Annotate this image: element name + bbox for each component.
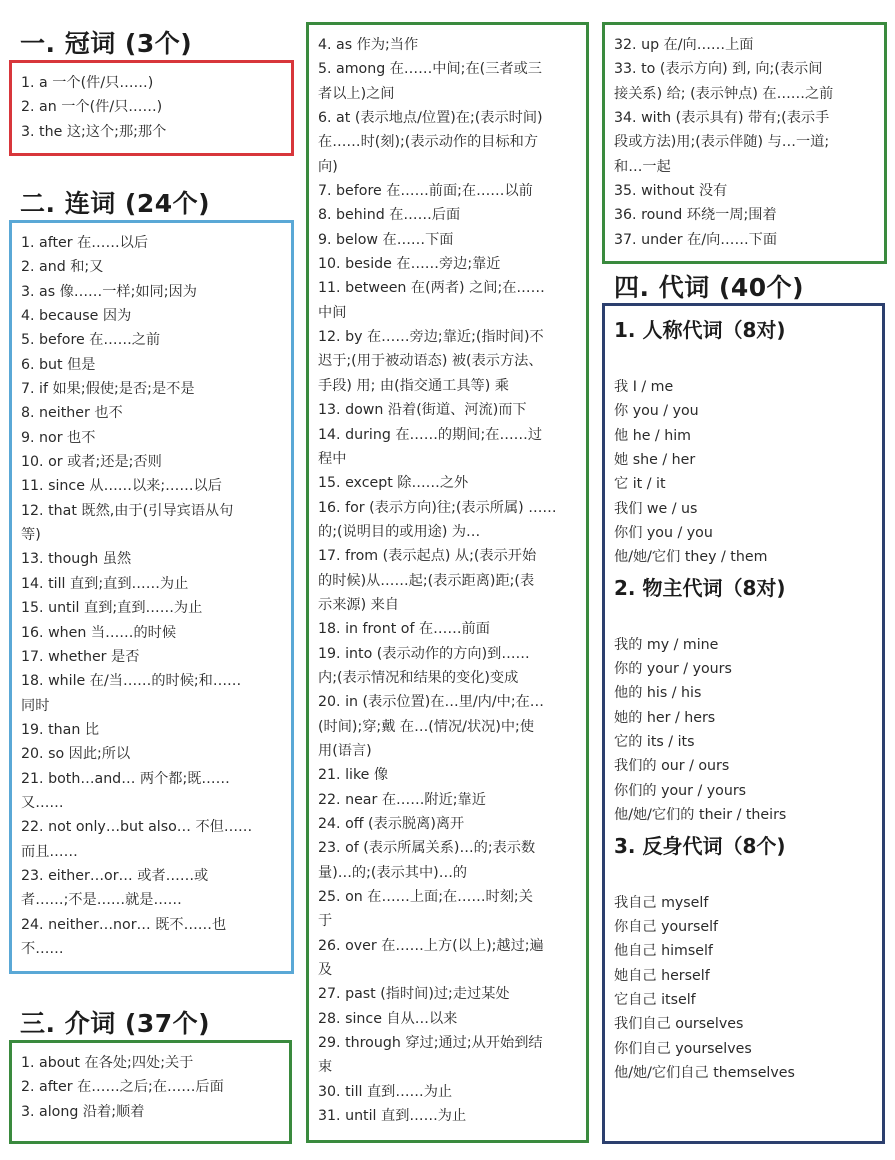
list-item: 2. after 在……之后;在……后面 [21,1079,224,1096]
prepositions-box-3 [602,22,887,264]
list-item: 3. along 沿着;顺着 [21,1103,145,1120]
list-item: 37. under 在/向……下面 [614,231,778,248]
list-item: 15. until 直到;直到……为止 [21,600,203,617]
list-item: 手段) 用; 由(指交通工具等) 乘 [318,377,509,394]
list-item: 而且…… [21,843,78,860]
possessive-pronouns-title: 2. 物主代词（8对) [614,575,786,600]
list-item: 24. off (表示脱离)离开 [318,816,465,832]
list-item: (时间);穿;戴 在…(情况/状况)中;使 [318,718,535,735]
list-item: 33. to (表示方向) 到, 向;(表示间 [614,61,823,78]
list-item: 你自己 yourself [614,918,719,935]
list-item: 16. when 当……的时候 [21,624,177,641]
list-item: 内;(表示情况和结果的变化)变成 [318,669,519,686]
list-item: 束 [318,1059,333,1076]
list-item: 我自己 myself [614,894,709,911]
list-item: 9. nor 也不 [21,429,96,446]
list-item: 7. before 在……前面;在……以前 [318,183,533,200]
list-item: 13. though 虽然 [21,551,132,568]
list-item: 8. neither 也不 [21,405,123,422]
list-item: 他 he / him [614,427,691,444]
list-item: 者以上)之间 [318,85,395,102]
list-item: 它自己 itself [614,991,696,1008]
list-item: 10. beside 在……旁边;靠近 [318,256,501,273]
articles-heading: 一. 冠词 (3个) [20,29,193,58]
list-item: 2. an 一个(件/只……) [21,99,163,116]
list-item: 14. during 在……的期间;在……过 [318,426,543,443]
list-item: 36. round 环绕一周;围着 [614,207,777,224]
list-item: 用(语言) [318,742,372,759]
list-item: 迟于;(用于被动语态) 被(表示方法、 [318,353,543,370]
list-item: 示来源) 来自 [318,596,399,613]
list-item: 段或方法)用;(表示伴随) 与…一道; [614,134,830,151]
list-item: 23. either…or… 或者……或 [21,867,209,884]
list-item: 她 she / her [614,452,696,469]
list-item: 1. a 一个(件/只……) [21,75,154,91]
list-item: 于 [318,913,333,930]
list-item: 18. in front of 在……前面 [318,621,490,638]
list-item: 他/她/它们 they / them [614,549,768,566]
list-item: 1. after 在……以后 [21,235,149,251]
list-item: 12. by 在……旁边;靠近;(指时间)不 [318,329,544,346]
pronouns-box [602,303,885,1144]
list-item: 1. about 在各处;四处;关于 [21,1055,194,1071]
list-item: 21. like 像 [318,767,389,784]
list-item: 31. until 直到……为止 [318,1108,467,1125]
list-item: 15. except 除……之外 [318,475,469,492]
list-item: 13. down 沿着(街道、河流)而下 [318,402,527,419]
list-item: 11. between 在(两者) 之间;在…… [318,280,545,297]
list-item: 8. behind 在……后面 [318,207,461,224]
list-item: 29. through 穿过;通过;从开始到结 [318,1035,543,1052]
pronouns-heading: 四. 代词 (40个) [614,273,805,302]
list-item: 它的 its / its [614,734,695,751]
list-item: 又…… [21,794,64,811]
list-item: 21. both…and… 两个都;既…… [21,770,230,787]
list-item: 你们的 your / yours [614,782,747,799]
list-item: 12. that 既然,由于(引导宾语从句 [21,502,234,519]
list-item: 30. till 直到……为止 [318,1083,453,1100]
conjunctions-heading: 二. 连词 (24个) [20,189,211,218]
prepositions-box-2 [306,22,589,1143]
list-item: 他的 his / his [614,685,702,702]
list-item: 4. as 作为;当作 [318,37,419,53]
list-item: 量)…的;(表示其中)…的 [318,864,468,881]
list-item: 他自己 himself [614,943,713,960]
list-item: 28. since 自从…以来 [318,1010,458,1027]
list-item: 和…一起 [614,158,671,175]
list-item: 的;(说明目的或用途) 为… [318,523,481,540]
list-item: 3. the 这;这个;那;那个 [21,123,167,140]
list-item: 18. while 在/当……的时候;和…… [21,673,242,690]
articles-box [9,60,294,156]
list-item: 者……;不是……就是…… [21,892,182,909]
list-item: 20. so 因此;所以 [21,746,131,763]
list-item: 7. if 如果;假使;是否;是不是 [21,381,195,398]
list-item: 35. without 没有 [614,183,728,200]
list-item: 你 you / you [614,403,699,420]
list-item: 他/她/它们自己 themselves [614,1064,795,1081]
list-item: 20. in (表示位置)在…里/内/中;在… [318,694,544,711]
list-item: 19. than 比 [21,721,100,738]
list-item: 17. whether 是否 [21,648,140,665]
list-item: 17. from (表示起点) 从;(表示开始 [318,548,537,565]
list-item: 5. before 在……之前 [21,332,161,349]
reflexive-pronouns-title: 3. 反身代词（8个) [614,833,786,858]
list-item: 你的 your / yours [614,661,732,678]
list-item: 我们自己 ourselves [614,1016,744,1033]
list-item: 4. because 因为 [21,308,132,325]
list-item: 34. with (表示具有) 带有;(表示手 [614,110,830,127]
list-item: 9. below 在……下面 [318,231,454,248]
list-item: 27. past (指时间)过;走过某处 [318,986,510,1003]
list-item: 25. on 在……上面;在……时刻;关 [318,889,533,906]
list-item: 程中 [318,450,347,467]
list-item: 接关系) 给; (表示钟点) 在……之前 [614,85,834,102]
list-item: 32. up 在/向……上面 [614,37,754,53]
conjunctions-box [9,220,294,974]
list-item: 14. till 直到;直到……为止 [21,575,189,592]
list-item: 6. but 但是 [21,356,96,373]
list-item: 11. since 从……以来;……以后 [21,478,222,495]
list-item: 16. for (表示方向)往;(表示所属) …… [318,499,557,516]
list-item: 他/她/它们的 their / theirs [614,807,787,824]
list-item: 你们 you / you [614,525,713,542]
list-item: 中间 [318,304,347,321]
list-item: 等) [21,527,41,544]
list-item: 22. near 在……附近;靠近 [318,791,486,808]
list-item: 同时 [21,697,50,714]
list-item: 在……时(刻);(表示动作的目标和方 [318,134,539,151]
list-item: 及 [318,962,333,979]
list-item: 6. at (表示地点/位置)在;(表示时间) [318,110,543,127]
list-item: 我们 we / us [614,500,698,517]
list-item: 我 I / me [614,379,674,395]
list-item: 10. or 或者;还是;否则 [21,454,162,471]
list-item: 26. over 在……上方(以上);越过;遍 [318,937,544,954]
list-item: 你们自己 yourselves [614,1040,752,1057]
list-item: 2. and 和;又 [21,259,104,276]
prepositions-heading: 三. 介词 (37个) [20,1009,211,1038]
list-item: 19. into (表示动作的方向)到…… [318,645,530,662]
list-item: 我的 my / mine [614,636,719,653]
list-item: 的时候)从……起;(表示距离)距;(表 [318,572,535,589]
list-item: 它 it / it [614,476,666,493]
list-item: 23. of (表示所属关系)…的;表示数 [318,840,536,857]
list-item: 3. as 像……一样;如同;因为 [21,283,197,300]
list-item: 5. among 在……中间;在(三者或三 [318,61,542,78]
list-item: 不…… [21,940,64,957]
prepositions-box-1 [9,1040,292,1144]
list-item: 我们的 our / ours [614,758,730,775]
list-item: 她自己 herself [614,967,710,984]
list-item: 向) [318,158,338,175]
personal-pronouns-title: 1. 人称代词（8对) [614,318,786,342]
list-item: 她的 her / hers [614,709,716,726]
list-item: 24. neither…nor… 既不……也 [21,916,227,933]
list-item: 22. not only…but also… 不但…… [21,819,253,836]
